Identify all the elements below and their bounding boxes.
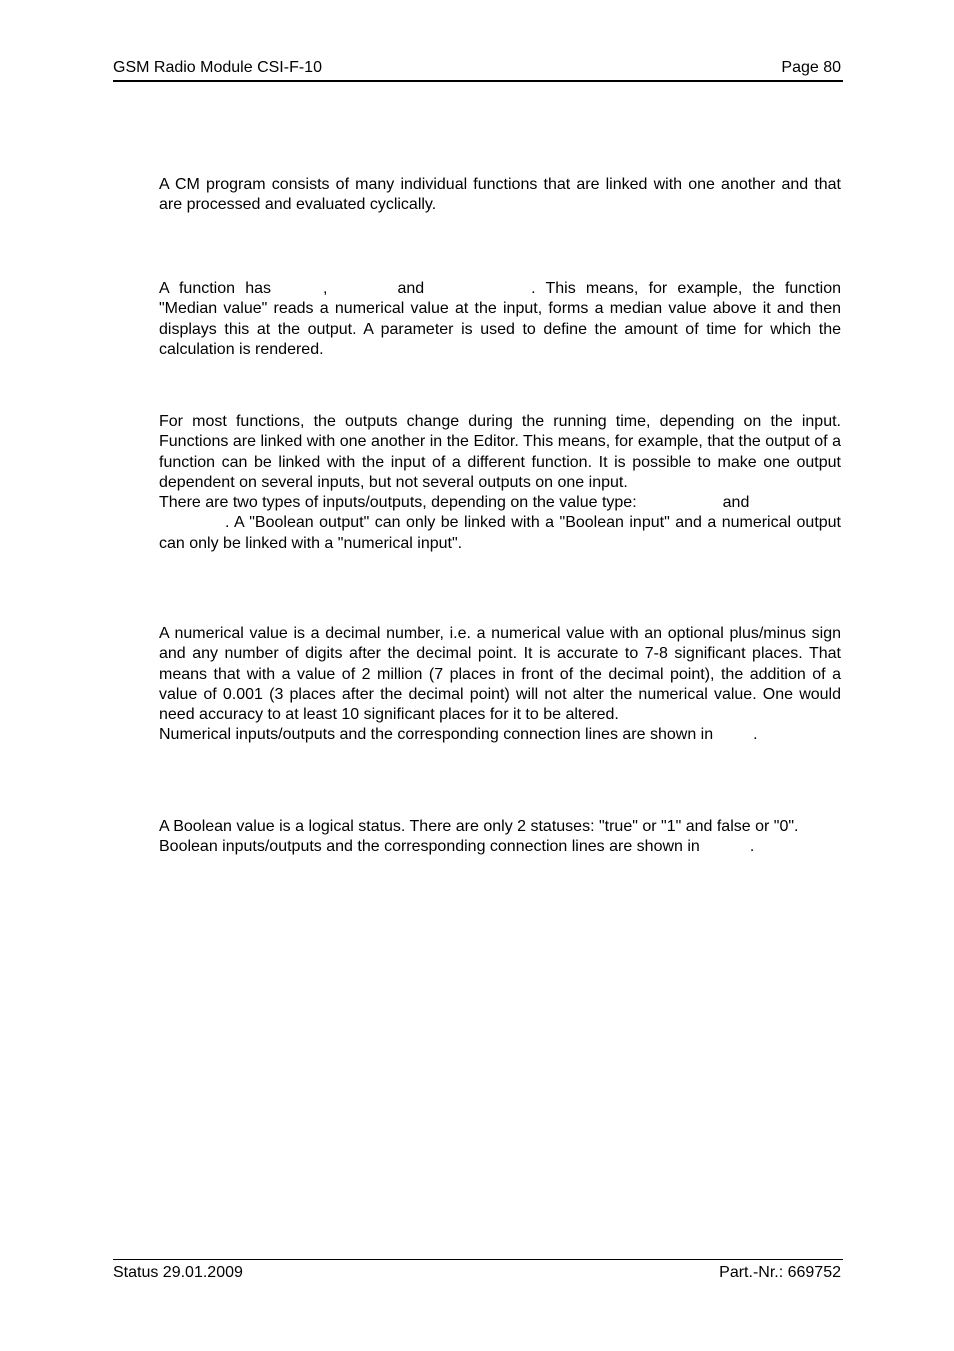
status-date: Status 29.01.2009 (113, 1264, 243, 1281)
text-segment: and (722, 494, 750, 512)
text-segment: A function has (159, 280, 271, 297)
page-number: Page 80 (781, 59, 841, 76)
text-segment: Numerical inputs/outputs and the corresponding connection lines are shown in (159, 726, 714, 744)
text-segment: and (397, 280, 425, 297)
part-number: Part.-Nr.: 669752 (719, 1264, 841, 1281)
paragraph-boolean (159, 817, 841, 858)
text-segment: . This means, for example, the function "Median value" reads a numerical value at the input, forms a median value above it and then displays this at the output. A parameter is used to define the amount of time for which the calculation is rendered. (159, 280, 841, 358)
text-segment: , (323, 280, 328, 297)
paragraph-text: A numerical value is a decimal number, i.e. a numerical value with an optional plus/minus sign and any number of digits after the decimal point. It is accurate to 7-8 significant places. That means that with a value of 2 million (7 places in front of the decimal point), the addition of a value of 0.001 (3 places after the decimal point) will not alter the numerical value. One would need accuracy to at least 10 significant places for it to be altered. (159, 625, 841, 724)
paragraph-numerical (159, 624, 841, 746)
paragraph-text: A CM program consists of many individual functions that are linked with one another and that are processed and evaluated cyclically. (159, 176, 841, 214)
paragraph-text: A Boolean value is a logical status. There are only 2 statuses: "true" or "1" and false or "0". (159, 818, 799, 835)
page-header (113, 58, 843, 82)
text-segment: . (753, 726, 758, 744)
text-segment: . (749, 838, 755, 856)
text-segment: Boolean inputs/outputs and the corresponding connection lines are shown in (159, 838, 700, 856)
paragraph-function (159, 279, 841, 360)
paragraph-program (159, 175, 841, 216)
document-title: GSM Radio Module CSI-F-10 (113, 59, 322, 76)
paragraph-text: For most functions, the outputs change during the running time, depending on the input. Functions are linked with one another in the Editor. This means, for example, that the output of a function can be linked with the input of a different function. It is possible to make one output dependent on several inputs, but not several outputs on one input. (159, 413, 841, 491)
text-segment: . A "Boolean output" can only be linked with a "Boolean input" and a numerical output can only be linked with a "numerical input". (159, 514, 841, 552)
paragraph-outputs (159, 412, 841, 554)
text-segment: There are two types of inputs/outputs, depending on the value type: (159, 494, 637, 512)
page-footer (113, 1259, 843, 1281)
